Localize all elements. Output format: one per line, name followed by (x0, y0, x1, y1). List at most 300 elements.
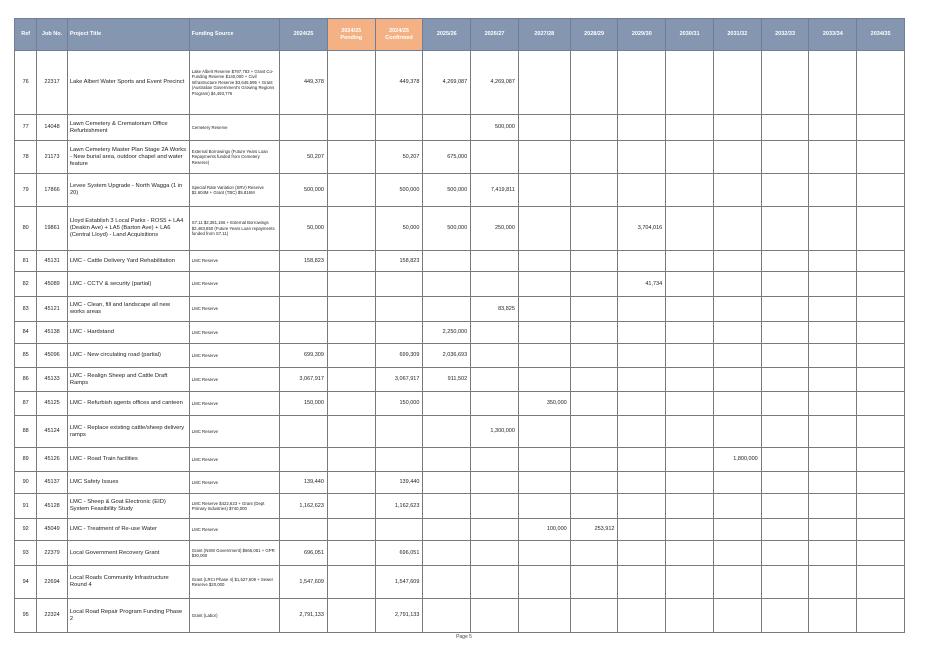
funding-cell: LMC Reserve (189, 416, 279, 448)
ref-cell: 76 (15, 51, 37, 115)
value-2027-28 (518, 448, 570, 472)
value-2033-34 (809, 322, 857, 344)
job-cell: 45124 (37, 416, 67, 448)
value-2034-35 (857, 141, 905, 174)
value-2030-31 (666, 566, 714, 599)
funding-cell: LMC Reserve (189, 251, 279, 272)
table-row (15, 322, 905, 344)
value-2024-25-confirmed (375, 519, 423, 541)
value-2033-34 (809, 599, 857, 633)
value-2031-32 (713, 599, 761, 633)
value-2024-25-confirmed: 50,000 (375, 207, 423, 251)
value-2024-25-pending (327, 141, 375, 174)
funding-cell: Grant (LRCI Phase 4) $1,527,609 + Sewer Reserve $20,000 (189, 566, 279, 599)
value-2028-29 (570, 541, 618, 566)
ref-cell: 90 (15, 472, 37, 494)
value-2030-31 (666, 416, 714, 448)
value-2028-29 (570, 368, 618, 392)
value-2025-26 (423, 392, 471, 416)
value-2024-25-confirmed: 2,791,133 (375, 599, 423, 633)
value-2033-34 (809, 251, 857, 272)
value-2032-33 (761, 448, 809, 472)
table-row (15, 494, 905, 519)
ref-cell: 95 (15, 599, 37, 633)
value-2024-25: 696,051 (280, 541, 328, 566)
value-2024-25-confirmed: 1,162,623 (375, 494, 423, 519)
value-2025-26 (423, 566, 471, 599)
value-2024-25-confirmed: 3,067,917 (375, 368, 423, 392)
value-2032-33 (761, 174, 809, 207)
table-body (15, 51, 905, 633)
value-2026-27 (471, 494, 519, 519)
value-2027-28 (518, 174, 570, 207)
value-2027-28 (518, 541, 570, 566)
funding-cell: LMC Reserve (189, 519, 279, 541)
table-row (15, 599, 905, 633)
value-2034-35 (857, 207, 905, 251)
ref-cell: 91 (15, 494, 37, 519)
value-2033-34 (809, 392, 857, 416)
value-2030-31 (666, 297, 714, 322)
title-cell: LMC - CCTV & security (partial) (67, 272, 189, 297)
title-cell: LMC - New circulating road (partial) (67, 344, 189, 368)
value-2024-25 (280, 115, 328, 141)
value-2033-34 (809, 416, 857, 448)
value-2027-28 (518, 141, 570, 174)
value-2024-25-confirmed: 449,378 (375, 51, 423, 115)
col-header-2033-34: 2033/34 (809, 19, 857, 51)
value-2027-28 (518, 297, 570, 322)
funding-cell: LMC Reserve (189, 322, 279, 344)
value-2029-30 (618, 344, 666, 368)
value-2029-30 (618, 472, 666, 494)
value-2024-25-confirmed (375, 322, 423, 344)
value-2032-33 (761, 297, 809, 322)
funding-cell: Special Rate Variation (SRV) Reserve $2.604M + Grant (TBC) $5.816M (189, 174, 279, 207)
value-2029-30 (618, 51, 666, 115)
value-2025-26 (423, 541, 471, 566)
value-2024-25-confirmed: 150,000 (375, 392, 423, 416)
capital-works-table (14, 18, 905, 633)
value-2033-34 (809, 472, 857, 494)
value-2024-25-pending (327, 472, 375, 494)
ref-cell: 85 (15, 344, 37, 368)
value-2027-28 (518, 322, 570, 344)
funding-cell: LMC Reserve (189, 448, 279, 472)
value-2027-28 (518, 344, 570, 368)
value-2027-28 (518, 416, 570, 448)
value-2025-26 (423, 472, 471, 494)
value-2034-35 (857, 448, 905, 472)
value-2033-34 (809, 297, 857, 322)
title-cell: LMC - Treatment of Re-use Water (67, 519, 189, 541)
title-cell: LMC - Refurbish agents offices and canteen (67, 392, 189, 416)
value-2030-31 (666, 472, 714, 494)
value-2028-29 (570, 251, 618, 272)
value-2030-31 (666, 494, 714, 519)
value-2026-27 (471, 141, 519, 174)
ref-cell: 79 (15, 174, 37, 207)
value-2026-27 (471, 519, 519, 541)
value-2024-25-pending (327, 416, 375, 448)
value-2028-29 (570, 322, 618, 344)
value-2033-34 (809, 174, 857, 207)
value-2024-25-pending (327, 344, 375, 368)
col-header-2030-31: 2030/31 (666, 19, 714, 51)
job-cell: 45126 (37, 448, 67, 472)
value-2025-26: 2,036,693 (423, 344, 471, 368)
value-2024-25-confirmed: 696,051 (375, 541, 423, 566)
value-2025-26: 675,000 (423, 141, 471, 174)
col-header-2024-25-confirmed: 2024/25 Confirmed (375, 19, 423, 51)
value-2027-28 (518, 115, 570, 141)
value-2026-27: 1,300,000 (471, 416, 519, 448)
value-2033-34 (809, 541, 857, 566)
value-2024-25-pending (327, 541, 375, 566)
ref-cell: 89 (15, 448, 37, 472)
value-2024-25-pending (327, 448, 375, 472)
col-header-2026-27: 2026/27 (471, 19, 519, 51)
value-2024-25 (280, 322, 328, 344)
value-2028-29 (570, 207, 618, 251)
value-2024-25: 50,000 (280, 207, 328, 251)
value-2031-32 (713, 115, 761, 141)
value-2033-34 (809, 272, 857, 297)
value-2026-27 (471, 472, 519, 494)
col-header-project-title: Project Title (67, 19, 189, 51)
value-2024-25-pending (327, 174, 375, 207)
ref-cell: 84 (15, 322, 37, 344)
value-2031-32 (713, 141, 761, 174)
value-2024-25-pending (327, 51, 375, 115)
value-2029-30 (618, 141, 666, 174)
value-2028-29 (570, 344, 618, 368)
title-cell: Levee System Upgrade - North Wagga (1 in 20) (67, 174, 189, 207)
value-2034-35 (857, 51, 905, 115)
value-2034-35 (857, 566, 905, 599)
ref-cell: 87 (15, 392, 37, 416)
value-2031-32 (713, 272, 761, 297)
value-2033-34 (809, 566, 857, 599)
value-2031-32 (713, 541, 761, 566)
job-cell: 45121 (37, 297, 67, 322)
value-2029-30 (618, 599, 666, 633)
title-cell: Lawn Cemetery & Crematorium Office Refurbishment (67, 115, 189, 141)
page-number: Page 5 (456, 634, 472, 640)
value-2031-32 (713, 322, 761, 344)
value-2029-30 (618, 251, 666, 272)
col-header-2028-29: 2028/29 (570, 19, 618, 51)
table-row (15, 392, 905, 416)
value-2024-25-confirmed: 699,309 (375, 344, 423, 368)
title-cell: Lake Albert Water Sports and Event Precinct (67, 51, 189, 115)
value-2024-25-confirmed: 139,440 (375, 472, 423, 494)
value-2028-29 (570, 392, 618, 416)
col-header-2024-25-pending: 2024/25 Pending (327, 19, 375, 51)
value-2034-35 (857, 599, 905, 633)
value-2033-34 (809, 207, 857, 251)
value-2031-32 (713, 392, 761, 416)
value-2024-25: 50,207 (280, 141, 328, 174)
value-2024-25: 1,547,609 (280, 566, 328, 599)
value-2034-35 (857, 416, 905, 448)
value-2028-29 (570, 51, 618, 115)
col-header-2032-33: 2032/33 (761, 19, 809, 51)
funding-cell: Lake Albert Reserve $797,783 + Grant Co-Funding Reserve $140,000 + Civil Infrastructure Reserve $3,645,595 + Grant (Australian Government's Growing Regions Program) $4,493,776 (189, 51, 279, 115)
value-2025-26 (423, 272, 471, 297)
value-2025-26 (423, 297, 471, 322)
value-2026-27 (471, 272, 519, 297)
ref-cell: 83 (15, 297, 37, 322)
ref-cell: 78 (15, 141, 37, 174)
value-2024-25 (280, 272, 328, 297)
value-2026-27 (471, 599, 519, 633)
value-2029-30 (618, 416, 666, 448)
ref-cell: 92 (15, 519, 37, 541)
funding-cell: Grant (NSW Government) $666,051 + GPR $30,000 (189, 541, 279, 566)
value-2031-32 (713, 344, 761, 368)
value-2032-33 (761, 494, 809, 519)
value-2034-35 (857, 322, 905, 344)
value-2026-27: 4,269,087 (471, 51, 519, 115)
value-2024-25-pending (327, 566, 375, 599)
value-2028-29 (570, 115, 618, 141)
value-2025-26 (423, 599, 471, 633)
value-2029-30: 3,704,016 (618, 207, 666, 251)
value-2026-27: 500,000 (471, 115, 519, 141)
title-cell: LMC - Sheep & Goat Electronic (EID) System Feasibility Study (67, 494, 189, 519)
value-2027-28 (518, 599, 570, 633)
value-2029-30 (618, 566, 666, 599)
value-2029-30 (618, 448, 666, 472)
value-2024-25-confirmed: 158,823 (375, 251, 423, 272)
value-2031-32 (713, 251, 761, 272)
value-2033-34 (809, 519, 857, 541)
value-2032-33 (761, 392, 809, 416)
value-2032-33 (761, 416, 809, 448)
value-2026-27 (471, 368, 519, 392)
value-2032-33 (761, 272, 809, 297)
value-2031-32 (713, 174, 761, 207)
value-2025-26: 4,269,087 (423, 51, 471, 115)
value-2030-31 (666, 599, 714, 633)
value-2032-33 (761, 599, 809, 633)
value-2024-25-pending (327, 207, 375, 251)
value-2031-32 (713, 368, 761, 392)
value-2032-33 (761, 141, 809, 174)
value-2026-27 (471, 322, 519, 344)
value-2034-35 (857, 392, 905, 416)
value-2034-35 (857, 472, 905, 494)
value-2025-26 (423, 448, 471, 472)
funding-cell: External Borrowings (Future Years Loan Repayments funded from Cemetery Reserve) (189, 141, 279, 174)
ref-cell: 82 (15, 272, 37, 297)
table-header-row (15, 19, 905, 51)
job-cell: 21173 (37, 141, 67, 174)
value-2032-33 (761, 322, 809, 344)
value-2034-35 (857, 494, 905, 519)
value-2033-34 (809, 344, 857, 368)
value-2024-25-confirmed (375, 448, 423, 472)
value-2031-32 (713, 207, 761, 251)
table-row (15, 115, 905, 141)
table-row (15, 251, 905, 272)
value-2028-29 (570, 141, 618, 174)
value-2034-35 (857, 519, 905, 541)
job-cell: 45133 (37, 368, 67, 392)
value-2028-29 (570, 448, 618, 472)
value-2024-25-confirmed: 50,207 (375, 141, 423, 174)
table-row (15, 297, 905, 322)
value-2026-27 (471, 566, 519, 599)
value-2025-26 (423, 251, 471, 272)
value-2027-28 (518, 207, 570, 251)
value-2033-34 (809, 51, 857, 115)
title-cell: Lloyd Establish 3 Local Parks - ROS5 + LA4 (Deakin Ave) + LA5 (Barton Ave) + LA6 (Central Lloyd) - Land Acquisitions (67, 207, 189, 251)
value-2024-25-confirmed (375, 115, 423, 141)
value-2029-30 (618, 519, 666, 541)
table-row (15, 174, 905, 207)
value-2024-25-confirmed (375, 297, 423, 322)
value-2029-30 (618, 174, 666, 207)
value-2030-31 (666, 344, 714, 368)
value-2028-29 (570, 297, 618, 322)
job-cell: 45089 (37, 272, 67, 297)
title-cell: LMC Safety Issues (67, 472, 189, 494)
value-2029-30 (618, 392, 666, 416)
job-cell: 45131 (37, 251, 67, 272)
table-row (15, 448, 905, 472)
value-2029-30 (618, 297, 666, 322)
value-2030-31 (666, 392, 714, 416)
job-cell: 19861 (37, 207, 67, 251)
value-2031-32 (713, 494, 761, 519)
value-2029-30 (618, 494, 666, 519)
value-2024-25-pending (327, 297, 375, 322)
value-2029-30 (618, 115, 666, 141)
ref-cell: 94 (15, 566, 37, 599)
value-2025-26 (423, 519, 471, 541)
value-2032-33 (761, 368, 809, 392)
funding-cell: LMC Reserve $422,623 + Grant (Dept Primary Industries) $740,000 (189, 494, 279, 519)
table-row (15, 472, 905, 494)
funding-cell: LMC Reserve (189, 472, 279, 494)
ref-cell: 93 (15, 541, 37, 566)
ref-cell: 88 (15, 416, 37, 448)
job-cell: 45138 (37, 322, 67, 344)
value-2033-34 (809, 368, 857, 392)
value-2024-25-pending (327, 251, 375, 272)
value-2025-26 (423, 115, 471, 141)
col-header-2025-26: 2025/26 (423, 19, 471, 51)
col-header-2027-28: 2027/28 (518, 19, 570, 51)
funding-cell: LMC Reserve (189, 392, 279, 416)
job-cell: 14048 (37, 115, 67, 141)
job-cell: 22694 (37, 566, 67, 599)
funding-cell: LMC Reserve (189, 297, 279, 322)
value-2024-25: 139,440 (280, 472, 328, 494)
col-header-ref: Ref (15, 19, 37, 51)
value-2031-32 (713, 566, 761, 599)
funding-cell: LMC Reserve (189, 272, 279, 297)
value-2024-25-pending (327, 115, 375, 141)
col-header-2024-25: 2024/25 (280, 19, 328, 51)
title-cell: Local Roads Community Infrastructure Round 4 (67, 566, 189, 599)
value-2024-25: 158,823 (280, 251, 328, 272)
value-2026-27 (471, 448, 519, 472)
title-cell: Lawn Cemetery Master Plan Stage 2A Works - New burial area, outdoor chapel and water feature (67, 141, 189, 174)
value-2030-31 (666, 251, 714, 272)
value-2025-26: 911,502 (423, 368, 471, 392)
table-row (15, 519, 905, 541)
table-row (15, 416, 905, 448)
value-2031-32 (713, 472, 761, 494)
value-2028-29 (570, 416, 618, 448)
value-2030-31 (666, 115, 714, 141)
value-2025-26 (423, 416, 471, 448)
value-2030-31 (666, 368, 714, 392)
value-2034-35 (857, 344, 905, 368)
value-2028-29 (570, 272, 618, 297)
value-2028-29 (570, 174, 618, 207)
job-cell: 45137 (37, 472, 67, 494)
value-2034-35 (857, 368, 905, 392)
value-2024-25-pending (327, 272, 375, 297)
value-2031-32: 1,800,000 (713, 448, 761, 472)
value-2027-28 (518, 51, 570, 115)
job-cell: 45125 (37, 392, 67, 416)
value-2024-25-pending (327, 368, 375, 392)
value-2034-35 (857, 541, 905, 566)
job-cell: 22317 (37, 51, 67, 115)
value-2026-27 (471, 344, 519, 368)
value-2027-28 (518, 494, 570, 519)
value-2029-30 (618, 322, 666, 344)
value-2024-25-pending (327, 322, 375, 344)
value-2027-28 (518, 566, 570, 599)
value-2034-35 (857, 272, 905, 297)
value-2029-30 (618, 368, 666, 392)
title-cell: LMC - Hardstand (67, 322, 189, 344)
col-header-2031-32: 2031/32 (713, 19, 761, 51)
value-2030-31 (666, 141, 714, 174)
value-2024-25-confirmed: 500,000 (375, 174, 423, 207)
col-header-job-no: Job No. (37, 19, 67, 51)
value-2032-33 (761, 566, 809, 599)
value-2028-29 (570, 566, 618, 599)
value-2031-32 (713, 51, 761, 115)
ref-cell: 81 (15, 251, 37, 272)
value-2032-33 (761, 251, 809, 272)
job-cell: 45096 (37, 344, 67, 368)
value-2033-34 (809, 494, 857, 519)
col-header-funding-source: Funding Source (189, 19, 279, 51)
title-cell: Local Government Recovery Grant (67, 541, 189, 566)
table-row (15, 51, 905, 115)
value-2027-28 (518, 272, 570, 297)
job-cell: 45049 (37, 519, 67, 541)
ref-cell: 86 (15, 368, 37, 392)
value-2027-28: 350,000 (518, 392, 570, 416)
title-cell: Local Road Repair Program Funding Phase 2 (67, 599, 189, 633)
table-row (15, 141, 905, 174)
value-2024-25: 449,378 (280, 51, 328, 115)
funding-cell: Cemetery Reserve (189, 115, 279, 141)
value-2032-33 (761, 51, 809, 115)
value-2024-25 (280, 416, 328, 448)
value-2025-26: 500,000 (423, 207, 471, 251)
value-2032-33 (761, 207, 809, 251)
